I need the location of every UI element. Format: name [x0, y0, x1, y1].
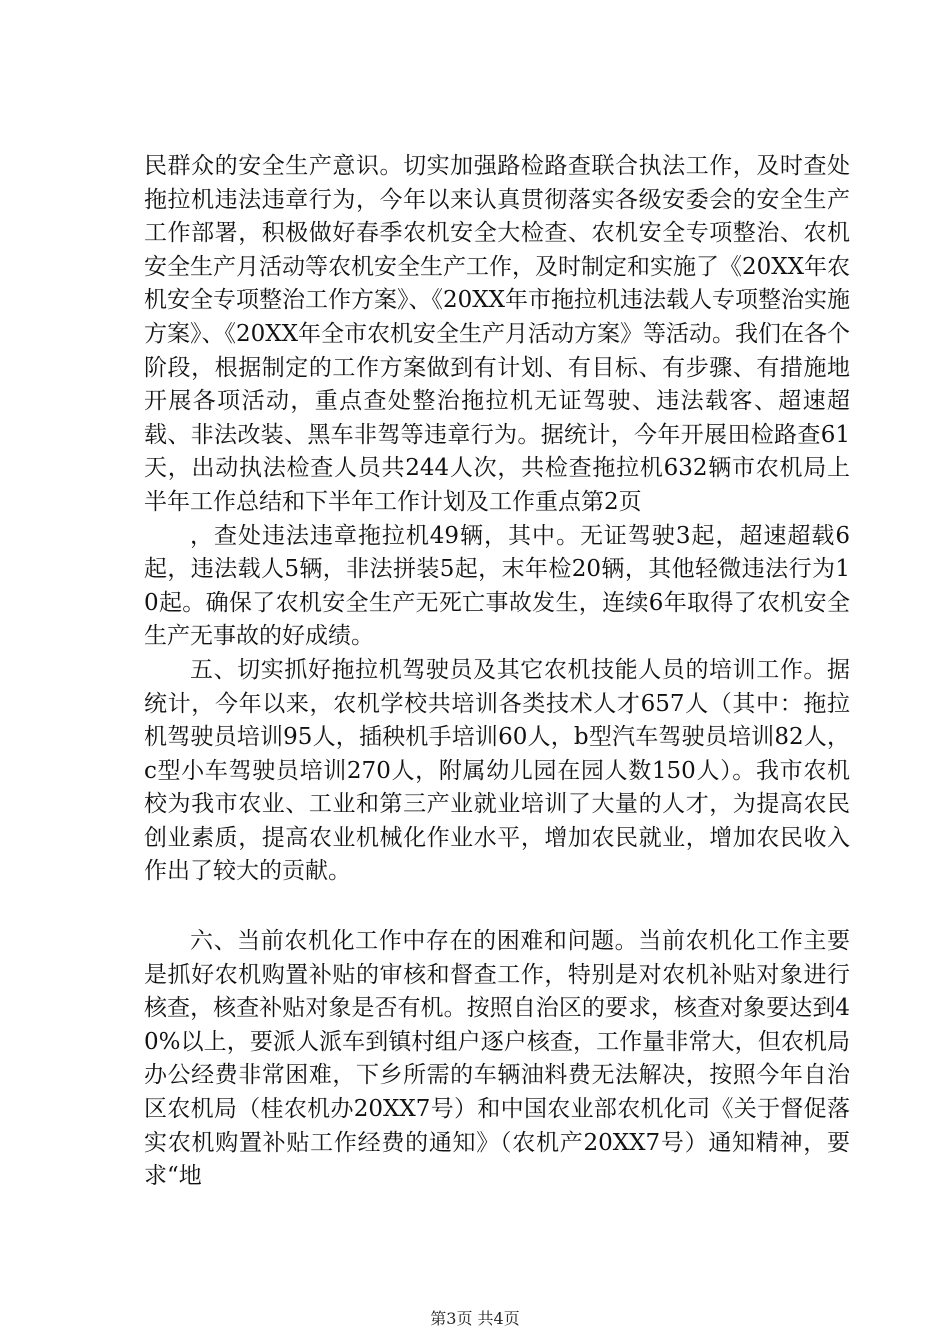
- paragraph-4: 六、当前农机化工作中存在的困难和问题。当前农机化工作主要是抓好农机购置补贴的审核和督查工作，特别是对农机补贴对象进行核查，核查补贴对象是否有机。按照自治区的要求，核查对象要达到40%以上，要派人派车到镇村组户逐户核查，工作量非常大，但农机局办公经费非常困难，下乡所需的车辆油料费无法解决，按照今年自治区农机局（桂农机办20XX7号）和中国农业部农机化司《关于督促落实农机购置补贴工作经费的通知》（农机产20XX7号）通知精神，要求“地: [144, 928, 850, 1190]
- document-body: [144, 150, 850, 1194]
- paragraph-2: ，查处违法违章拖拉机49辆，其中。无证驾驶3起，超速超载6起，违法载人5辆，非法拼装5起，末年检20辆，其他轻微违法行为10起。确保了农机安全生产无死亡事故发生，连续6年取得了农机安全生产无事故的好成绩。: [144, 522, 850, 650]
- paragraph-1: 民群众的安全生产意识。切实加强路检路查联合执法工作，及时查处拖拉机违法违章行为，今年以来认真贯彻落实各级安委会的安全生产工作部署，积极做好春季农机安全大检查、农机安全专项整治、农机安全生产月活动等农机安全生产工作，及时制定和实施了《20XX年农机安全专项整治工作方案》、《20XX年市拖拉机违法载人专项整治实施方案》、《20XX年全市农机安全生产月活动方案》等活动。我们在各个阶段，根据制定的工作方案做到有计划、有目标、有步骤、有措施地开展各项活动，重点查处整治拖拉机无证驾驶、违法载客、超速超载、非法改装、黑车非驾等违章行为。据统计，今年开展田检路查61天，出动执法检查人员共244人次，共检查拖拉机632辆市农机局上半年工作总结和下半年工作计划及工作重点第2页: [144, 153, 851, 515]
- page-number: 第3页 共4页: [430, 1309, 520, 1328]
- paragraph-3: 五、切实抓好拖拉机驾驶员及其它农机技能人员的培训工作。据统计，今年以来，农机学校共培训各类技术人才657人（其中：拖拉机驾驶员培训95人，插秧机手培训60人，b型汽车驾驶员培训82人，c型小车驾驶员培训270人，附属幼儿园在园人数150人）。我市农机校为我市农业、工业和第三产业就业培训了大量的人才，为提高农民创业素质，提高农业机械化作业水平，增加农民就业，增加农民收入作出了较大的贡献。: [144, 656, 850, 885]
